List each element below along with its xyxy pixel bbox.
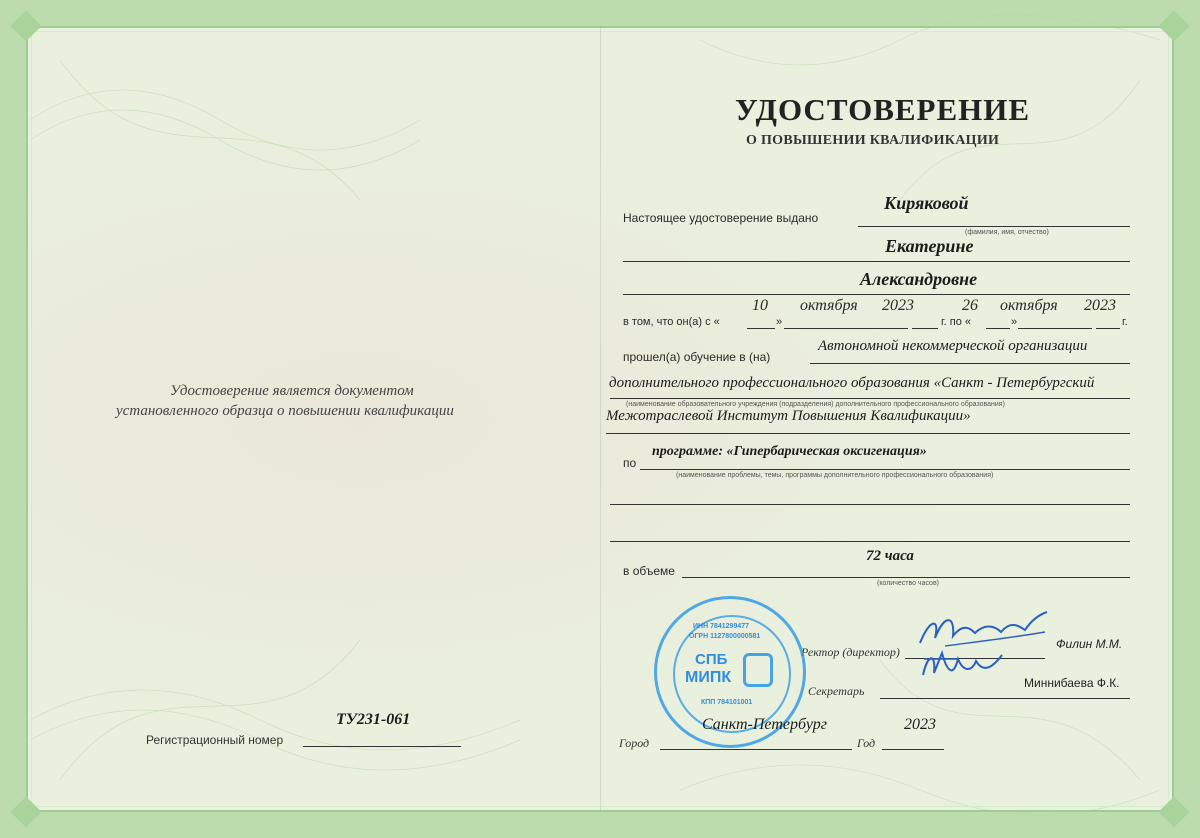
program-line	[640, 469, 1130, 470]
secretary-signature	[918, 645, 1008, 685]
patronymic-line	[623, 294, 1130, 295]
certificate-title: УДОСТОВЕРЕНИЕ	[735, 92, 1031, 127]
institution-line-3	[606, 433, 1130, 434]
program-extra-line-2	[610, 541, 1130, 542]
surname-line	[858, 226, 1130, 227]
surname: Киряковой	[884, 193, 969, 213]
city-label: Город	[619, 736, 650, 750]
end-month-line	[1018, 328, 1092, 329]
issued-to-label: Настоящее удостоверение выдано	[623, 211, 819, 225]
certificate-subtitle: О ПОВЫШЕНИИ КВАЛИФИКАЦИИ	[746, 133, 1000, 148]
period-mid-2: »	[1011, 316, 1018, 328]
start-day: 10	[752, 297, 768, 314]
reg-number: ТУ231-061	[336, 711, 411, 728]
start-day-line	[747, 328, 775, 329]
end-day: 26	[962, 297, 978, 314]
period-prefix: в том, что он(а) с «	[623, 316, 720, 328]
fold-line	[600, 26, 601, 812]
name-hint: (фамилия, имя, отчество)	[965, 229, 1049, 236]
stamp-logo-2: МИПК	[685, 669, 732, 686]
program-prefix: по	[623, 456, 637, 470]
rector-label: Ректор (директор)	[801, 645, 900, 659]
stamp-logo-1: СПБ	[695, 651, 728, 668]
year-value: 2023	[904, 716, 936, 733]
city-value: Санкт-Петербург	[702, 716, 827, 733]
institution-name-2: дополнительного профессионального образования «Санкт - Петербургский	[609, 375, 1095, 391]
start-month: октября	[800, 297, 858, 314]
period-year-suffix-2: г.	[1122, 316, 1128, 328]
start-month-line	[784, 328, 908, 329]
volume-line	[682, 577, 1130, 578]
stamp-inn: ИНН 7841299477	[693, 623, 750, 630]
volume-value: 72 часа	[866, 548, 914, 564]
end-month: октября	[1000, 297, 1058, 314]
institution-name-3: Межотраслевой Институт Повышения Квалификации»	[606, 408, 971, 424]
end-day-line	[986, 328, 1010, 329]
program-extra-line-1	[610, 504, 1130, 505]
start-year-line	[912, 328, 938, 329]
stamp-emblem	[743, 653, 773, 687]
rector-name: Филин М.М.	[1056, 637, 1123, 651]
institution-hint: (наименование образовательного учреждения (подразделения) дополнительного профессионального образования)	[626, 401, 1005, 408]
reg-number-label: Регистрационный номер	[146, 733, 284, 747]
statement-line-2: установленного образца о повышении квалификации	[116, 403, 454, 419]
institution-name-1: Автономной некоммерческой организации	[818, 338, 1088, 354]
volume-hint: (количество часов)	[877, 580, 939, 587]
secretary-sign-line	[880, 698, 1130, 699]
year-line	[882, 749, 944, 750]
stamp-kpp: КПП 784101001	[701, 699, 753, 706]
year-label: Год	[857, 736, 876, 750]
stamp-ogrn: ОГРН 1127800000581	[689, 633, 761, 640]
secretary-label: Секретарь	[808, 684, 865, 698]
end-year: 2023	[1084, 297, 1116, 314]
city-line	[660, 749, 852, 750]
start-year: 2023	[882, 297, 914, 314]
secretary-name: Миннибаева Ф.К.	[1024, 676, 1120, 690]
first-name: Екатерине	[885, 236, 974, 256]
reg-number-line	[303, 746, 461, 747]
program-name: программе: «Гипербарическая оксигенация»	[652, 444, 927, 459]
statement-line-1: Удостоверение является документом	[170, 383, 414, 399]
program-hint: (наименование проблемы, темы, программы дополнительного профессионального образования)	[676, 472, 994, 479]
period-year-suffix-1: г. по «	[941, 316, 972, 328]
first-name-line	[623, 261, 1130, 262]
end-year-line	[1096, 328, 1120, 329]
institution-line-1	[810, 363, 1130, 364]
institution-line-2	[610, 398, 1130, 399]
trained-label: прошел(а) обучение в (на)	[623, 350, 771, 364]
patronymic: Александровне	[860, 269, 978, 289]
period-mid-1: »	[776, 316, 783, 328]
volume-label: в объеме	[623, 564, 675, 578]
